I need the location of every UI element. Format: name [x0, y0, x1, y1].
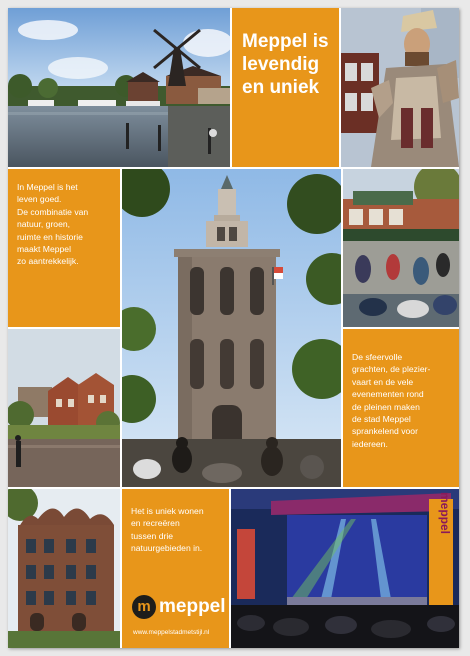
warehouse-photo: [8, 489, 120, 648]
costumed-performer-photo: [341, 8, 459, 167]
canals-line-8: iedereen.: [352, 438, 388, 449]
canals-line-1: De sfeervolle: [352, 352, 403, 362]
cafe-terrace-photo: [343, 169, 459, 327]
canals-line-7: sprankelend voor: [352, 426, 418, 437]
canals-line-5: de pleinen maken: [352, 401, 420, 412]
intro-line-3: De combinatie van: [17, 206, 89, 217]
headline-block: [232, 8, 339, 167]
intro-text-block: [8, 169, 120, 327]
living-text-block: [122, 489, 229, 648]
canals-text-block: [343, 329, 459, 487]
stage-banner-text: meppel: [438, 491, 452, 535]
headline-line-3: en uniek: [242, 77, 320, 98]
canal-houses-photo: [8, 329, 120, 487]
website-url: www.meppelstadmetstijl.nl: [133, 629, 210, 636]
canals-line-6: de stad Meppel: [352, 414, 411, 425]
living-line-4: natuurgebieden in.: [131, 543, 203, 554]
church-tower-photo: [122, 169, 341, 487]
meppel-logo: [132, 595, 226, 619]
canals-line-2: grachten, de plezier-: [352, 364, 431, 375]
intro-line-1: In Meppel is het: [17, 182, 78, 192]
living-line-1: Het is uniek wonen: [131, 506, 204, 516]
intro-line-5: ruimte en historie: [17, 231, 83, 242]
meppel-logo-mark: m: [132, 595, 156, 619]
brochure-page: [8, 8, 459, 648]
canals-line-4: evenementen rond: [352, 389, 424, 400]
living-line-2: en recreëren: [131, 518, 180, 529]
meppel-logo-text: meppel: [159, 595, 226, 617]
intro-line-7: zo aantrekkelijk.: [17, 256, 79, 267]
headline-line-1: Meppel is: [242, 31, 329, 52]
intro-line-4: natuur, groen,: [17, 219, 71, 230]
headline-line-2: levendig: [242, 54, 320, 75]
intro-line-6: maakt Meppel: [17, 244, 71, 255]
canals-line-3: vaart en de vele: [352, 376, 414, 387]
intro-line-2: leven goed.: [17, 194, 62, 205]
living-line-3: tussen drie: [131, 530, 174, 541]
concert-stage-photo: [231, 489, 459, 648]
harbour-windmill-photo: [8, 8, 230, 167]
